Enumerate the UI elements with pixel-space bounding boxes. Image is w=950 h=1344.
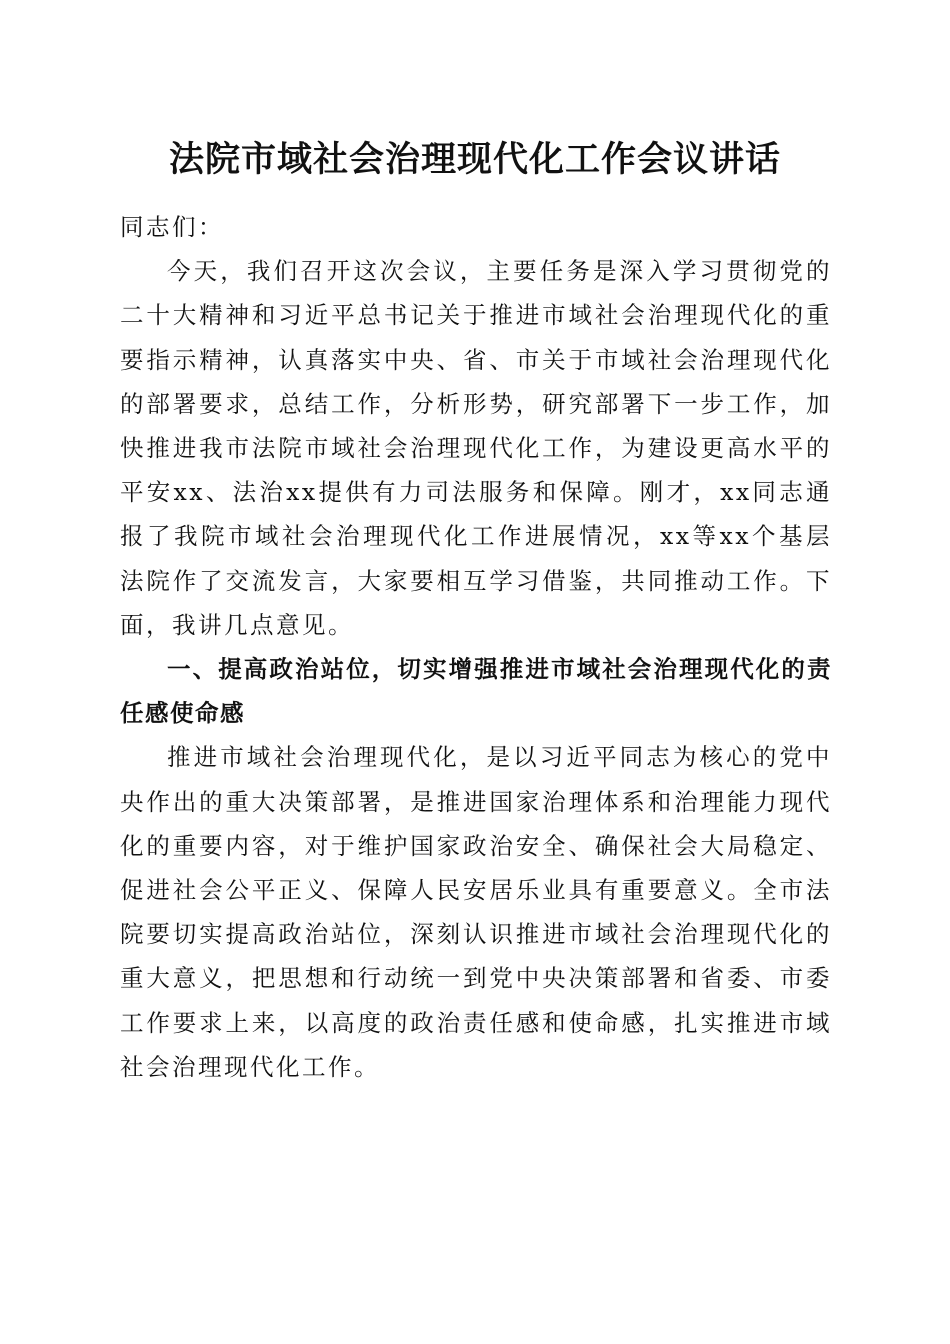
section-1-paragraph: 推进市域社会治理现代化，是以习近平同志为核心的党中央作出的重大决策部署，是推进国家治理体系和治理能力现代化的重要内容，对于维护国家政治安全、确保社会大局稳定、促进社会公平正义、保障人民安居乐业具有重要意义。全市法院要切实提高政治站位，深刻认识推进市域社会治理现代化的重大意义，把思想和行动统一到党中央决策部署和省委、市委工作要求上来，以高度的政治责任感和使命感，扎实推进市域社会治理现代化工作。 [120, 743, 832, 1081]
intro-paragraph: 今天，我们召开这次会议，主要任务是深入学习贯彻党的二十大精神和习近平总书记关于推进市域社会治理现代化的重要指示精神，认真落实中央、省、市关于市域社会治理现代化的部署要求，总结工作，分析形势，研究部署下一步工作，加快推进我市法院市域社会治理现代化工作，为建设更高水平的平安xx、法治xx提供有力司法服务和保障。刚才，xx同志通报了我院市域社会治理现代化工作进展情况，xx等xx个基层法院作了交流发言，大家要相互学习借鉴，共同推动工作。下面，我讲几点意见。 [120, 257, 832, 639]
document-title: 法院市域社会治理现代化工作会议讲话 [168, 139, 781, 180]
section-1-heading: 一、提高政治站位，切实增强推进市域社会治理现代化的责任感使命感 [120, 655, 832, 728]
document-body [120, 205, 832, 1089]
salutation: 同志们： [120, 213, 224, 241]
